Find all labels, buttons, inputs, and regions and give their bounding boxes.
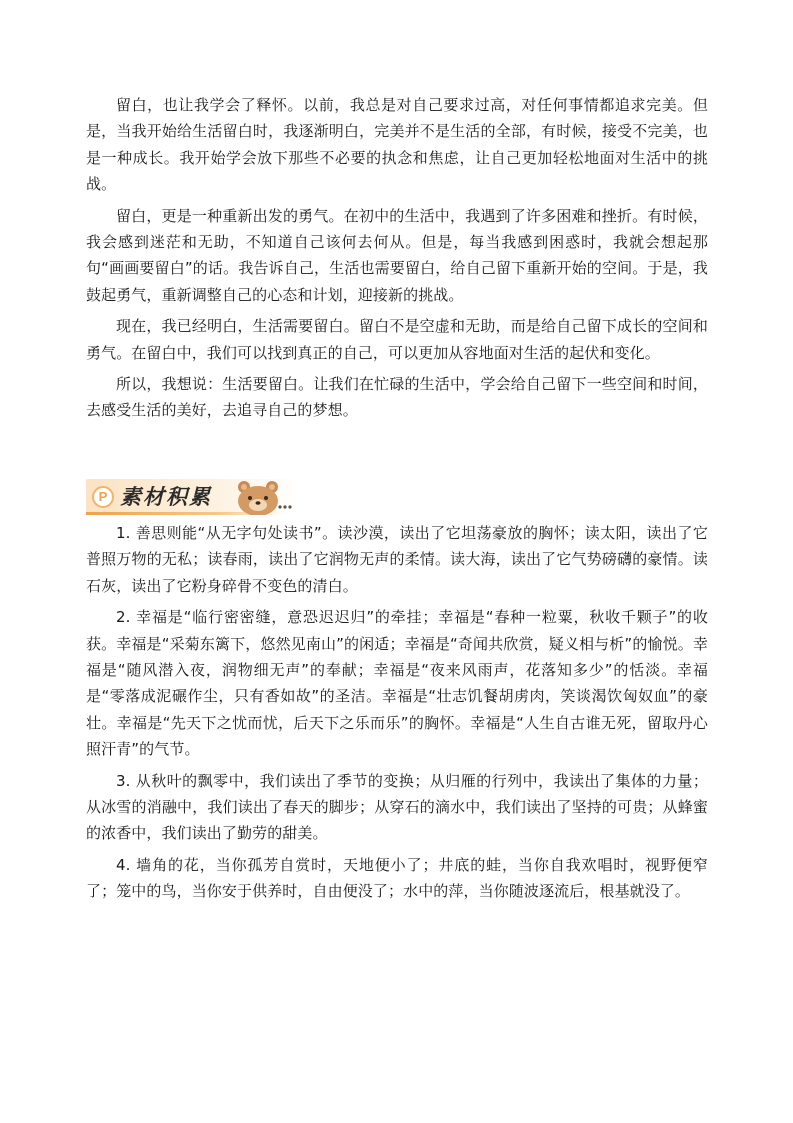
section-banner [86, 477, 298, 515]
bear-mascot-icon [228, 477, 294, 515]
materials-section [86, 520, 708, 905]
essay-paragraph-3: 现在，我已经明白，生活需要留白。留白不是空虚和无助，而是给自己留下成长的空间和勇气。在留白中，我们可以找到真正的自己，可以更加从容地面对生活的起伏和变化。 [86, 317, 708, 362]
essay-paragraph-4: 所以，我想说：生活要留白。让我们在忙碌的生活中，学会给自己留下一些空间和时间，去感受生活的美好，去追寻自己的梦想。 [86, 375, 708, 420]
material-item-4: 4. 墙角的花，当你孤芳自赏时，天地便小了；井底的蛙，当你自我欢唱时，视野便窄了；笼中的鸟，当你安于供养时，自由便没了；水中的萍，当你随波逐流后，根基就没了。 [86, 855, 708, 901]
essay-paragraph-2: 留白，更是一种重新出发的勇气。在初中的生活中，我遇到了许多困难和挫折。有时候，我会感到迷茫和无助，不知道自己该何去何从。但是，每当我感到困惑时，我就会想起那句“画画要留白”的话。我告诉自己，生活也需要留白，给自己留下重新开始的空间。于是，我鼓起勇气，重新调整自己的心态和计划，迎接新的挑战。 [86, 206, 708, 304]
material-item-2: 2. 幸福是“临行密密缝，意恐迟迟归”的牵挂；幸福是“春种一粒粟，秋收千颗子”的收获。幸福是“采菊东篱下，悠然见南山”的闲适；幸福是“奇闻共欣赏，疑义相与析”的愉悦。幸福是“随风潜入夜，润物细无声”的奉献；幸福是“夜来风雨声，花落知多少”的恬淡。幸福是“零落成泥碾作尘，只有香如故”的圣洁。幸福是“壮志饥餐胡虏肉，笑谈渴饮匈奴血”的豪壮。幸福是“先天下之忧而忧，后天下之乐而乐”的胸怀。幸福是“人生自古谁无死，留取丹心照汗青”的气节。 [86, 608, 708, 759]
essay-section [86, 92, 708, 424]
essay-paragraph-1: 留白，也让我学会了释怀。以前，我总是对自己要求过高，对任何事情都追求完美。但是，当我开始给生活留白时，我逐渐明白，完美并不是生活的全部，有时候，接受不完美，也是一种成长。我开始学会放下那些不必要的执念和焦虑，让自己更加轻松地面对生活中的挑战。 [86, 96, 708, 194]
section-title: 素材积累 [120, 485, 212, 509]
material-item-1: 1. 善思则能“从无字句处读书”。读沙漠，读出了它坦荡豪放的胸怀；读太阳，读出了它普照万物的无私；读春雨，读出了它润物无声的柔情。读大海，读出了它气势磅礴的豪情。读石灰，读出了它粉身碎骨不变色的清白。 [86, 524, 708, 595]
material-item-3: 3. 从秋叶的飘零中，我们读出了季节的变换；从归雁的行列中，我读出了集体的力量；从冰雪的消融中，我们读出了春天的脚步；从穿石的滴水中，我们读出了坚持的可贵；从蜂蜜的浓香中，我们读出了勤劳的甜美。 [86, 771, 708, 843]
p-badge-icon: P [92, 486, 114, 508]
